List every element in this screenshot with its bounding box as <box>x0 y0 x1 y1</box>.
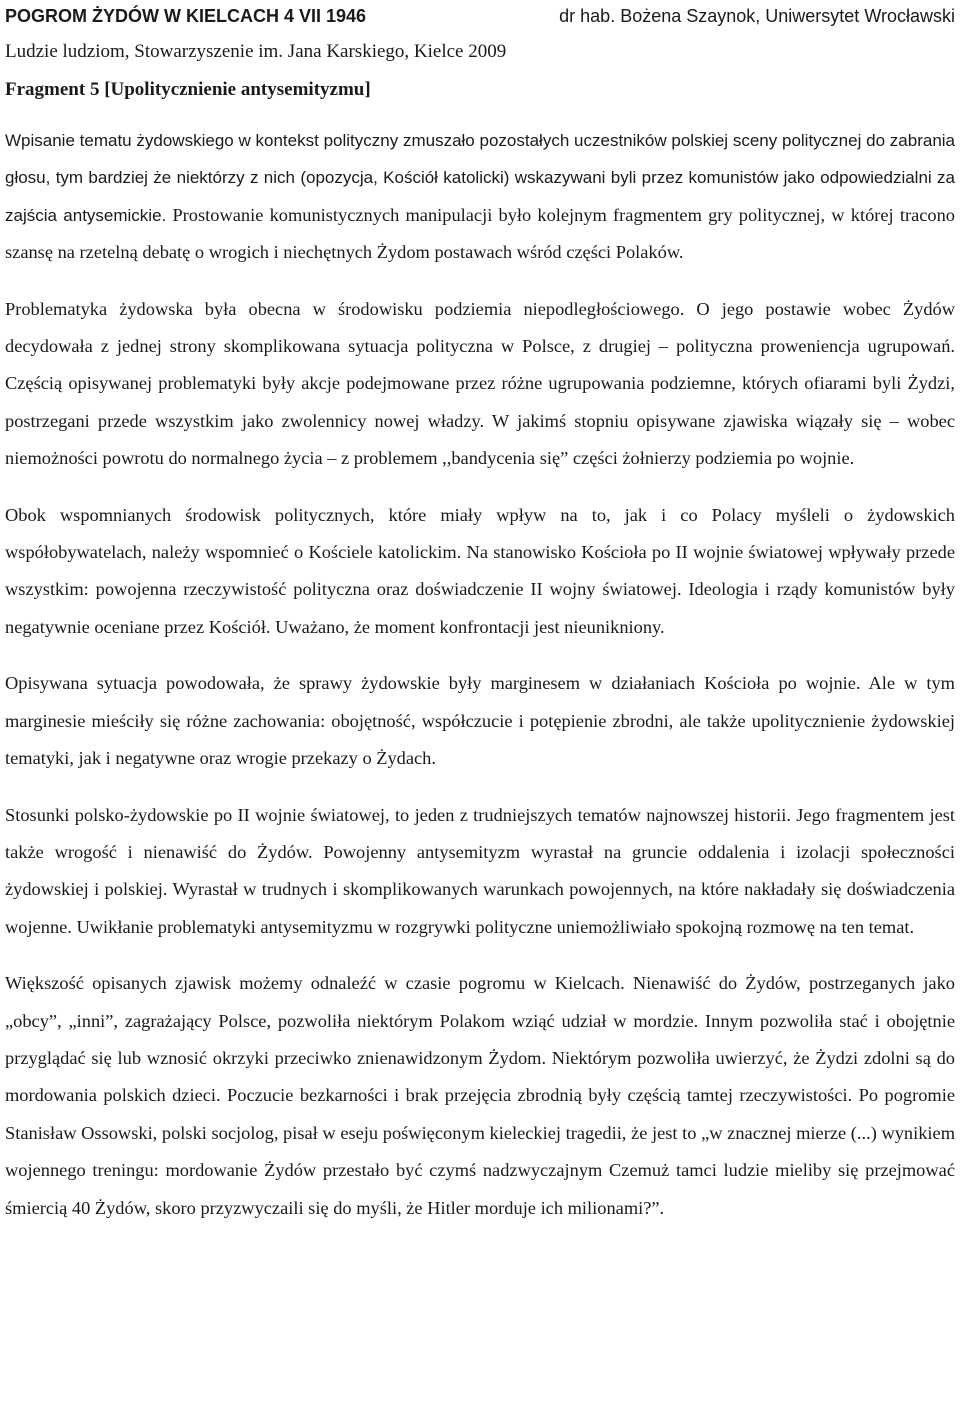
document-page <box>5 0 955 1246</box>
paragraph-4-segment-1: Opisywana sytuacja powodowała, że sprawy żydowskie były marginesem w działaniach Kościoła po wojnie. Ale w tym marginesie mieściły się różne zachowania: obojętność, współczucie i potępienie zbrodni, ale także upolitycznienie żydowskiej tematyki, jak i negatywne oraz wrogie przekazy o Żydach. <box>5 673 955 769</box>
fragment-heading: Fragment 5 [Upolitycznienie antysemityzmu] <box>5 79 371 100</box>
paragraph-6 <box>5 965 955 1227</box>
paragraph-1 <box>5 122 955 272</box>
document-title: POGROM ŻYDÓW W KIELCACH 4 VII 1946 <box>5 6 367 26</box>
paragraph-4 <box>5 665 955 777</box>
author-line: dr hab. Bożena Szaynok, Uniwersytet Wrocławski <box>559 6 955 26</box>
document-header <box>5 0 955 34</box>
document-body <box>5 122 955 1227</box>
paragraph-3 <box>5 497 955 647</box>
paragraph-2-segment-1: Problematyka żydowska była obecna w środowisku podziemia niepodległościowego. O jego postawie wobec Żydów decydowała z jednej strony skomplikowana sytuacja polityczna w Polsce, z drugiej – polityczna proweniencja ugrupowań. Częścią opisywanej problematyki były akcje podejmowane przez różne ugrupowania podziemne, których ofiarami byli Żydzi, postrzegani przede wszystkim jako zwolennicy nowej władzy. W jakimś stopniu opisywane zjawiska wiązały się – wobec niemożności powrotu do normalnego życia – z problemem ,,bandycenia się” części żołnierzy podziemia po wojnie. <box>5 298 955 469</box>
paragraph-1-segment-2: Prostowanie komunistycznych manipulacji było kolejnym fragmentem gry politycznej, w której tracono szansę na rzetelną debatę o wrogich i niechętnych Żydom postawach wśród części Polaków. <box>5 204 955 263</box>
paragraph-1-segment-1: Wpisanie tematu żydowskiego w kontekst polityczny zmuszało pozostałych uczestników polskiej sceny politycznej do zabrania głosu, tym bardziej że niektórzy z nich (opozycja, Kościół katolicki) wskazywani byli przez komunistów jako odpowiedzialni za zajścia antysemickie. <box>5 131 955 225</box>
paragraph-6-segment-1: Większość opisanych zjawisk możemy odnaleźć w czasie pogromu w Kielcach. Nienawiść do Żydów, postrzeganych jako „obcy”, „inni”, zagrażający Polsce, pozwoliła niektórym Polakom wziąć udział w mordzie. Innym pozwoliła stać i obojętnie przyglądać się lub wznosić okrzyki przeciwko znienawidzonym Żydom. Niektórym pozwoliła uwierzyć, że Żydzi zdolni są do mordowania polskich dzieci. Poczucie bezkarności i brak przejęcia zbrodnią były częścią tamtej rzeczywistości. Po pogromie Stanisław Ossowski, polski socjolog, pisał w eseju poświęconym kieleckiej tragedii, że jest to „w znacznej mierze (...) wynikiem wojennego treningu: mordowanie Żydów przestało być czymś nadzwyczajnym Czemuż tamci ludzie mieliby się przejmować śmiercią 40 Żydów, skoro przyzwyczaili się do myśli, że Hitler morduje ich milionami?”. <box>5 973 955 1218</box>
paragraph-5 <box>5 797 955 947</box>
publisher-line: Ludzie ludziom, Stowarzyszenie im. Jana Karskiego, Kielce 2009 <box>5 41 507 62</box>
paragraph-2 <box>5 291 955 478</box>
paragraph-3-segment-1: Obok wspomnianych środowisk politycznych, które miały wpływ na to, jak i co Polacy myśleli o żydowskich współobywatelach, należy wspomnieć o Kościele katolickim. Na stanowisko Kościoła po II wojnie światowej wpływały przede wszystkim: powojenna rzeczywistość polityczna oraz doświadczenie II wojny światowej. Ideologia i rządy komunistów były negatywnie oceniane przez Kościół. Uważano, że moment konfrontacji jest nieunikniony. <box>5 504 955 637</box>
paragraph-5-segment-1: Stosunki polsko-żydowskie po II wojnie światowej, to jeden z trudniejszych tematów najnowszej historii. Jego fragmentem jest także wrogość i nienawiść do Żydów. Powojenny antysemityzm wyrastał na gruncie oddalenia i izolacji społeczności żydowskiej i polskiej. Wyrastał w trudnych i skomplikowanych warunkach powojennych, na które nakładały się doświadczenia wojenne. Uwikłanie problematyki antysemityzmu w rozgrywki polityczne uniemożliwiało spokojną rozmowę na ten temat. <box>5 804 955 937</box>
